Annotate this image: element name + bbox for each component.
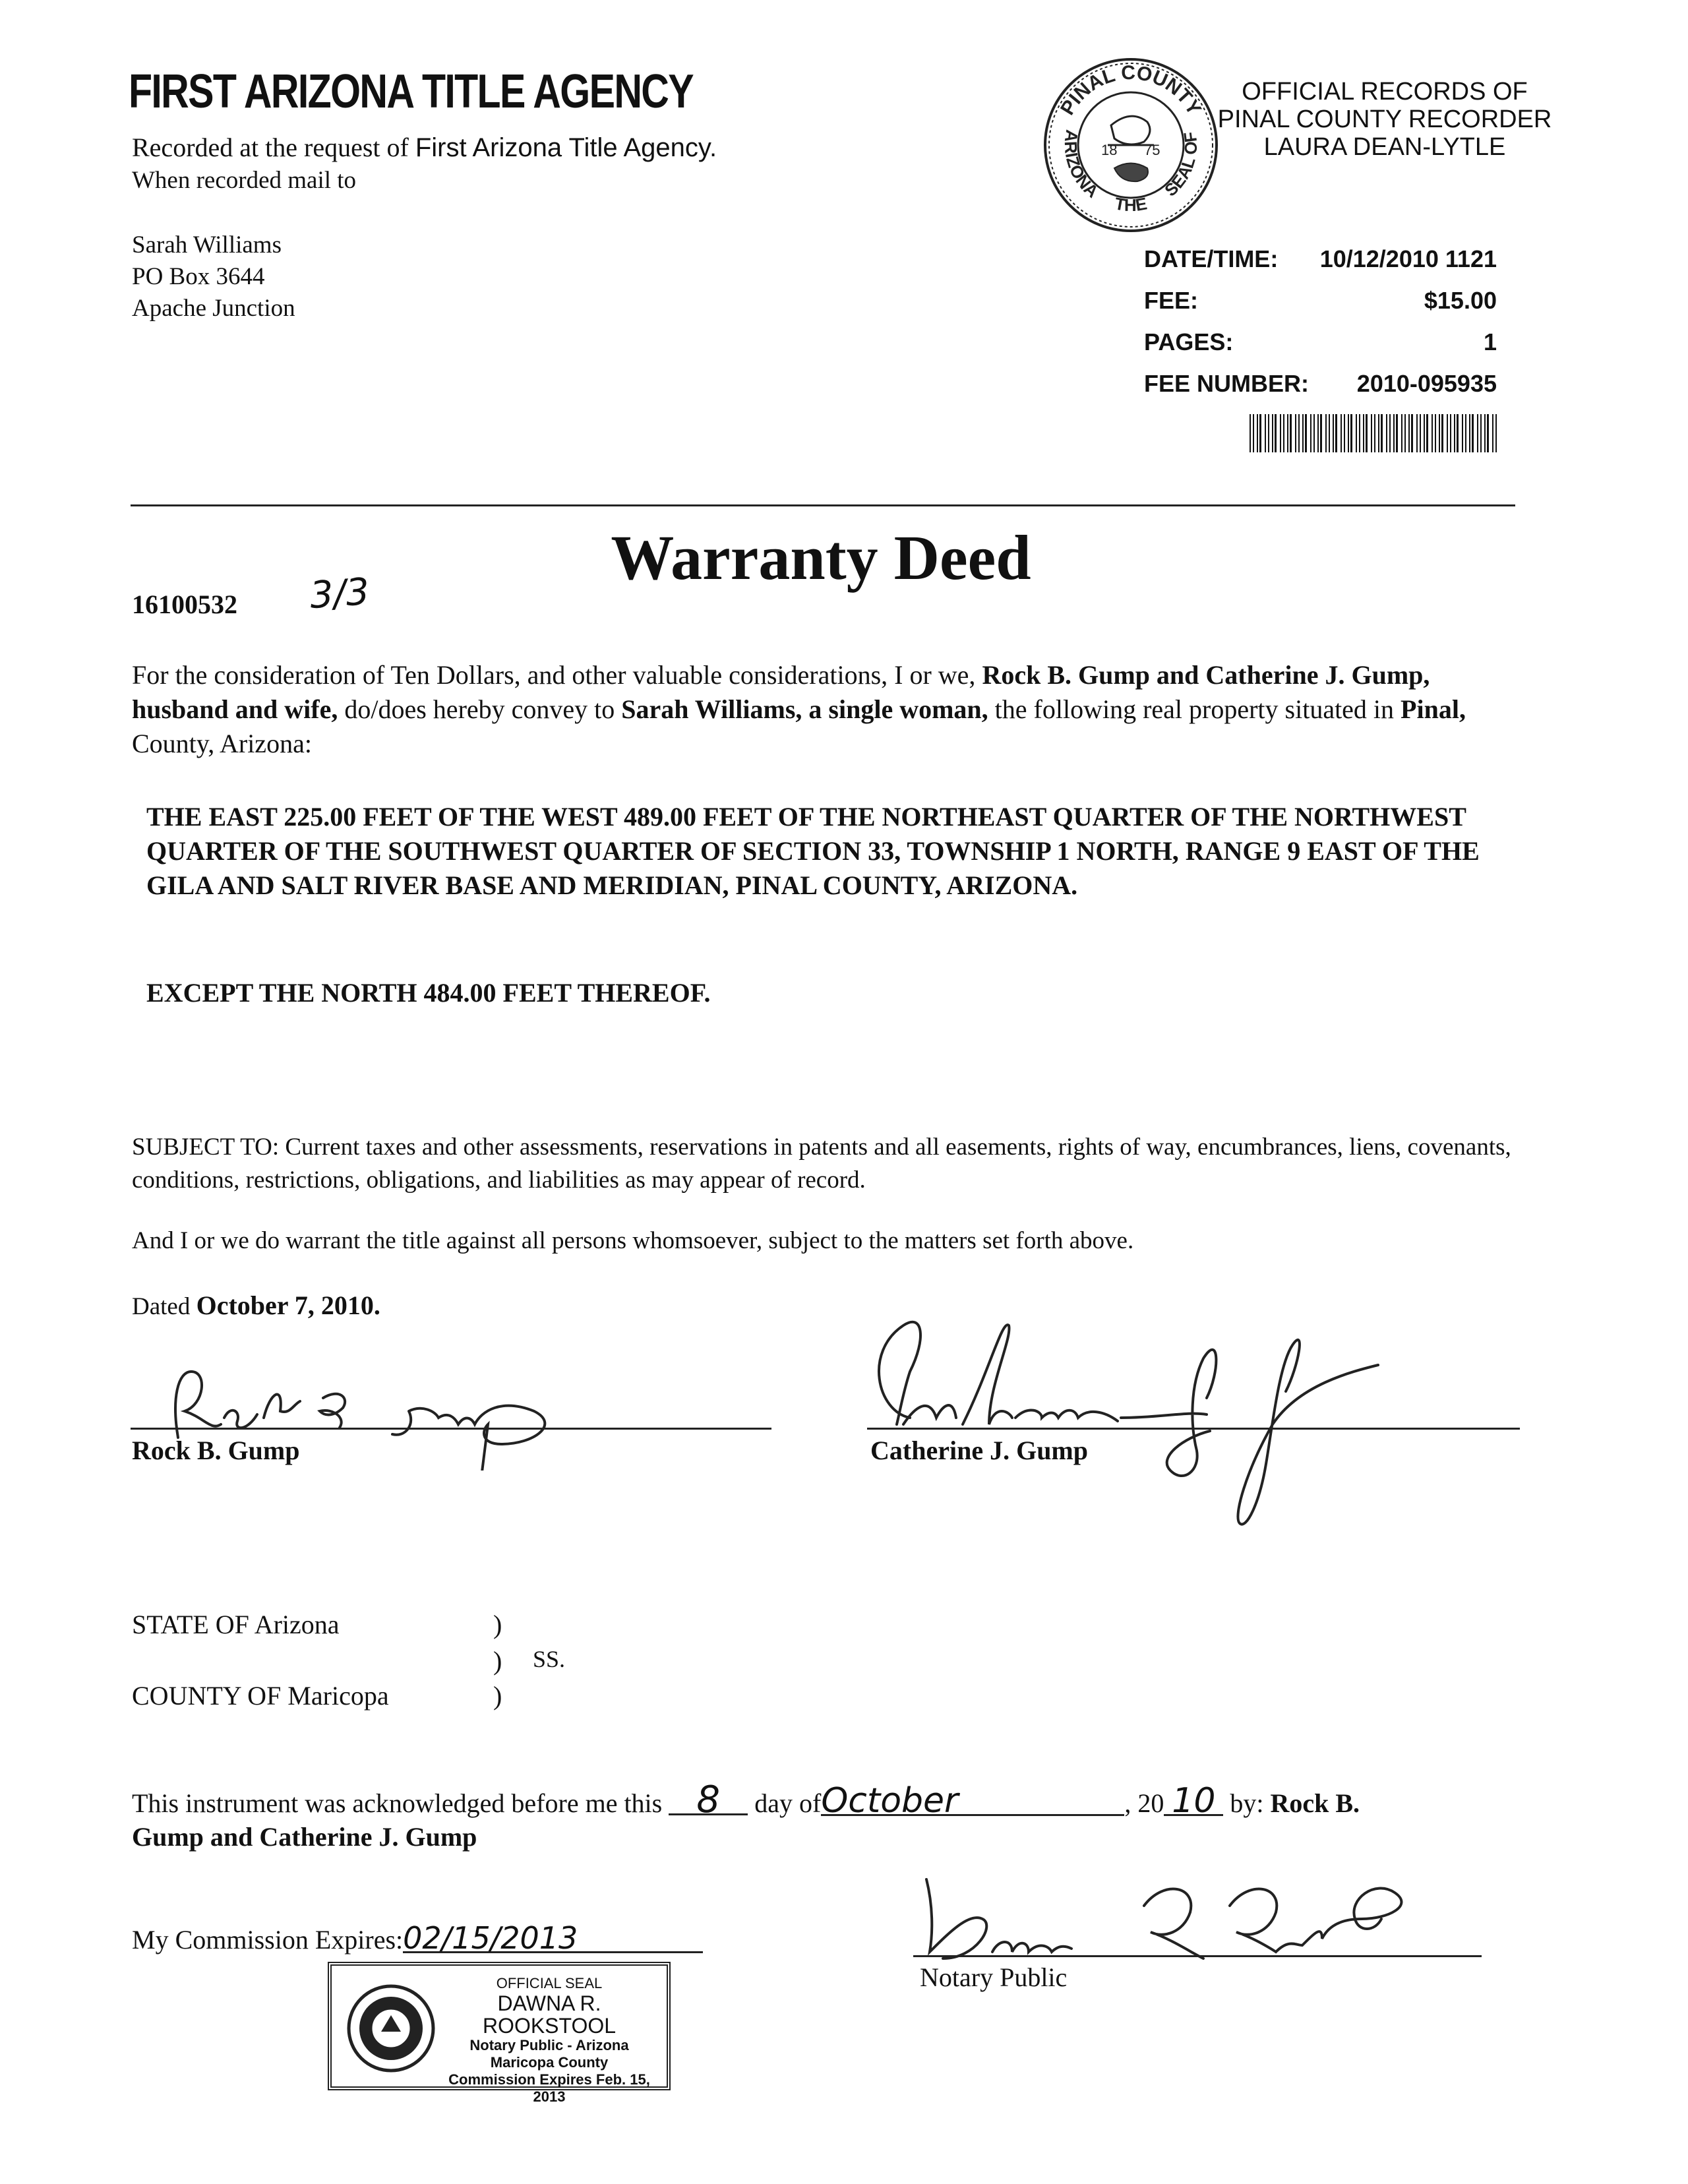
signer1-name: Rock B. Gump [132,1436,300,1465]
barcode [1250,414,1499,452]
notary-public-label: Notary Public [920,1962,1068,1992]
grantee: Sarah Williams, a single woman, [621,694,988,724]
file-annotation: 3/3 [308,570,371,618]
commission-line [132,1920,703,1956]
recorder-header-line2: PINAL COUNTY RECORDER [1217,106,1552,133]
deed-title: Warranty Deed [611,522,1031,593]
ss-label: SS. [533,1646,566,1672]
seal-year-right: 75 [1144,142,1160,158]
ack-prefix: This instrument was acknowledged before me this [132,1788,663,1818]
stamp-line3: Notary Public - Arizona [469,2037,629,2053]
commission-label: My Commission Expires: [132,1925,404,1955]
seal-left-text: SEAL OF [1160,131,1201,200]
ack-by: by: [1230,1788,1264,1818]
header-divider [131,504,1515,506]
recording-datetime-row [1144,245,1497,273]
pages-value: 1 [1483,328,1497,355]
subject-to-clause: SUBJECT TO: Current taxes and other assessments, reservations in patents and all easements, rights of way, encumbrances, liens, covenants, conditions, restrictions, obligations, and liabilities as may appear of record. [132,1134,1511,1194]
fee-label: FEE: [1144,287,1199,314]
state-label: STATE OF Arizona [132,1610,340,1639]
signer2-name: Catherine J. Gump [870,1436,1088,1465]
recording-pages-row [1144,328,1497,356]
ss-paren: ) [493,1646,502,1676]
notary-stamp [328,1962,671,2105]
recorded-request-line [132,132,717,163]
legal-description: THE EAST 225.00 FEET OF THE WEST 489.00 FEET OF THE NORTHEAST QUARTER OF THE NORTHWEST QUARTER OF THE SOUTHWEST QUARTER OF SECTION 33, TOWNSHIP 1 NORTH, RANGE 9 EAST OF THE GILA AND SALT RIVER BASE AND MERIDIAN, PINAL COUNTY, ARIZONA. [146,802,1480,900]
fee-number-value: 2010-095935 [1356,370,1497,397]
state-paren: ) [493,1610,502,1639]
consideration-text-4: County, Arizona: [132,729,312,758]
acknowledgement-line [132,1778,1360,1821]
notary-stamp-text [437,1975,661,2106]
consideration-text-1: For the consideration of Ten Dollars, and other valuable considerations, I or we, [132,660,976,690]
consideration-text-3: the following real property situated in [994,694,1395,724]
stamp-line1: OFFICIAL SEAL [496,1975,603,1991]
ack-year-prefix: , 20 [1124,1788,1164,1818]
datetime-label: DATE/TIME: [1144,245,1279,272]
seal-bottom-text: THE [1113,193,1149,216]
consideration-text-2: do/does hereby convey to [344,694,615,724]
pages-label: PAGES: [1144,328,1234,355]
recorder-header [1180,78,1589,161]
seal-top-text: PINAL COUNTY [1056,61,1205,119]
recorded-request-prefix: Recorded at the request of [132,133,409,162]
dated-value: October 7, 2010. [196,1290,380,1320]
ack-names-line [132,1821,477,1852]
stamp-line2: DAWNA R. ROOKSTOOL [482,1991,617,2038]
notary-signature-line [913,1955,1482,1957]
file-number: 16100532 [132,590,237,619]
grantors: Rock B. Gump and Catherine J. Gump, husband and wife, [132,660,1430,724]
county-paren: ) [493,1681,502,1711]
dated-label: Dated [132,1293,191,1320]
recording-fee-row [1144,287,1497,315]
mail-city: Apache Junction [132,295,295,322]
consideration-paragraph [132,658,1530,761]
seal-year-left: 18 [1101,142,1118,158]
mail-box: PO Box 3644 [132,263,265,290]
datetime-value: 10/12/2010 1121 [1319,245,1497,272]
signature-line-2 [867,1428,1520,1430]
catherine-gump-signature [864,1312,1444,1530]
agency-name: FIRST ARIZONA TITLE AGENCY [129,65,694,118]
county-label: COUNTY OF Maricopa [132,1681,389,1711]
ack-names-2: Gump and Catherine J. Gump [132,1822,477,1852]
signature-line-1 [131,1428,771,1430]
ack-names-1: Rock B. [1270,1788,1360,1818]
ack-year: 10 [1164,1788,1223,1816]
stamp-line4: Maricopa County [490,2054,609,2071]
seal-right-text: ARIZONA [1060,128,1102,202]
svg-text:THE [1113,193,1149,215]
fee-value: $15.00 [1424,287,1497,314]
recorder-header-line1: OFFICIAL RECORDS OF [1242,78,1528,106]
warranty-clause: And I or we do warrant the title against all persons whomsoever, subject to the matters set forth above. [132,1227,1134,1254]
stamp-line5: Commission Expires Feb. 15, 2013 [448,2071,650,2105]
county-name: Pinal, [1401,694,1466,724]
fee-number-label: FEE NUMBER: [1144,370,1309,397]
recorded-request-agency: First Arizona Title Agency. [415,133,717,162]
commission-value: 02/15/2013 [403,1925,703,1953]
ack-day-of: day of [754,1788,822,1818]
ack-day: 8 [669,1787,748,1815]
mail-to-label: When recorded mail to [132,167,357,194]
mail-name: Sarah Williams [132,231,282,258]
recording-fee-number-row [1144,370,1497,398]
recorder-header-line3: LAURA DEAN-LYTLE [1263,133,1506,161]
legal-exception: EXCEPT THE NORTH 484.00 FEET THEREOF. [146,978,711,1008]
notary-seal-icon [345,1982,437,2075]
ack-month: October [821,1788,1124,1816]
